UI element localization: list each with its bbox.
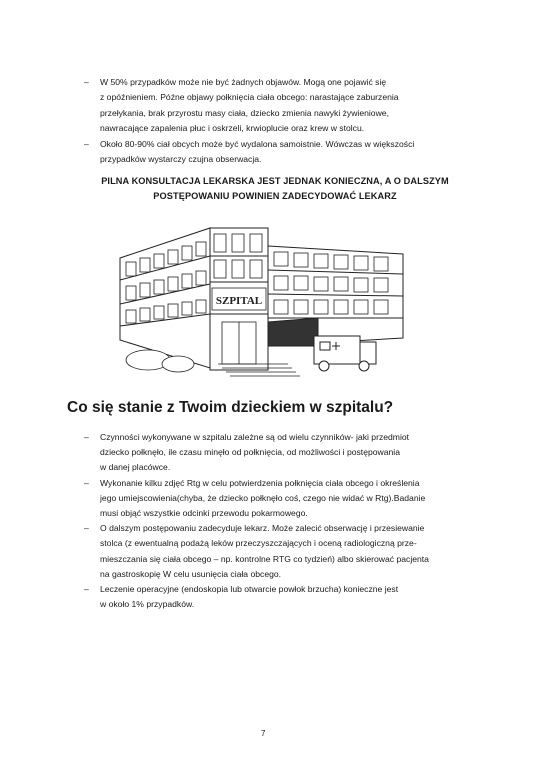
list-item-line: przełykania, brak przyrostu masy ciała, dziecko zmienia nawyki żywieniowe, [100,107,389,118]
list-item-line: stolca (z ewentualną podażą leków przeczyszczających i oceną radiologiczną prze- [100,538,417,549]
list-item-line: przypadków wystarczy czujna obserwacja. [100,154,262,165]
page-number: 7 [261,729,266,738]
list-item-line: – Czynności wykonywane w szpitalu zależne są od wielu czynników- jaki przedmiot [100,432,410,442]
list-item-line: w około 1% przypadków. [100,599,195,610]
list-item [84,75,484,137]
list-item [84,137,484,168]
list-item [84,430,484,476]
list-item-line: dziecko połknęło, ile czasu minęło od połknięcia, od możliwości i postępowania [100,447,400,458]
list-item [84,582,484,612]
symptoms-list [84,75,484,167]
callout-line: PILNA KONSULTACJA LEKARSKA JEST JEDNAK KONIECZNA, A O DALSZYM [101,176,449,186]
callout-line: POSTĘPOWANIU POWINIEN ZADECYDOWAĆ LEKARZ [153,191,397,201]
list-item-line: nawracające zapalenia płuc i oskrzeli, krwioplucie oraz krew w stolcu. [100,123,365,134]
list-item-line: z opóźnieniem. Późne objawy połknięcia ciała obcego: narastające zaburzenia [100,92,399,103]
list-item-line: – O dalszym postępowaniu zadecyduje lekarz. Może zalecić obserwację i przesiewanie [100,523,425,534]
list-item [84,476,484,522]
section-heading: Co się stanie z Twoim dzieckiem w szpitalu? [67,399,394,416]
list-item-line: musi objąć wszystkie odcinki przewodu pokarmowego. [100,508,308,519]
list-item-line: – Około 80-90% ciał obcych może być wydalona samoistnie. Wówczas w większości [100,138,415,149]
list-item-line: – W 50% przypadków może nie być żadnych objawów. Mogą one pojawić się [100,77,387,87]
list-item-line: jego umiejscowienia(chyba, że dziecko połknęło coś, czego nie widać w Rtg).Badanie [100,492,426,503]
list-item-line: na gastroskopię W celu usunięcia ciała obcego. [100,568,282,579]
list-item-line: – Leczenie operacyjne (endoskopia lub otwarcie powłok brzucha) konieczne jest [100,584,399,595]
list-item-line: w danej placówce. [100,462,171,473]
hospital-building-illustration [118,218,410,380]
list-item [84,521,484,582]
list-item-line: – Wykonanie kilku zdjęć Rtg w celu potwierdzenia połknięcia ciała obcego i określenia [100,477,420,488]
hospital-sign: SZPITAL [215,295,263,307]
list-item-line: mieszczania się ciała obcego – np. kontrolne RTG co tydzień) albo skierować pacjenta [100,553,429,564]
urgent-consultation-callout [80,174,470,204]
hospital-procedures-list [84,430,484,612]
